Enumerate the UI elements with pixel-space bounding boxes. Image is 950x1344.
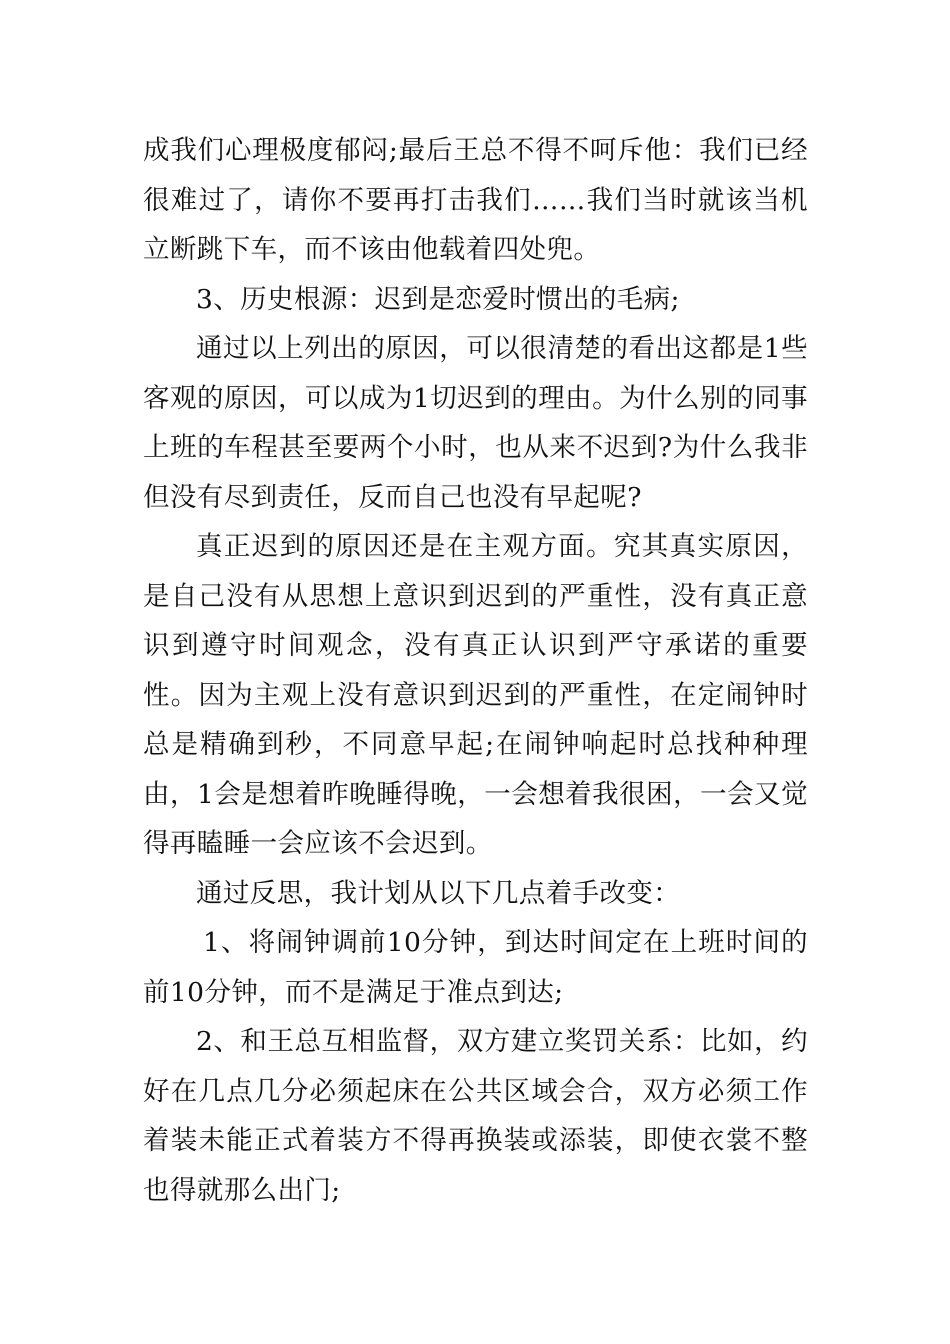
paragraph-plan-item-2: 2、和王总互相监督，双方建立奖罚关系：比如，约好在几点几分必须起床在公共区域会合，双方必须工作着装未能正式着装方不得再换装或添装，即使衣裳不整也得就那么出门; (143, 1026, 808, 1206)
paragraph-continuation: 成我们心理极度郁闷;最后王总不得不呵斥他：我们已经很难过了，请你不要再打击我们……我们当时就该当机立断跳下车，而不该由他载着四处兜。 (143, 135, 808, 265)
paragraph-plan-item-1: 1、将闹钟调前10分钟，到达时间定在上班时间的前10分钟，而不是满足于准点到达; (143, 927, 808, 1008)
paragraph-plan-intro: 通过反思，我计划从以下几点着手改变： (196, 877, 681, 909)
paragraph-objective-reasons: 通过以上列出的原因，可以很清楚的看出这都是1些客观的原因，可以成为1切迟到的理由。为什么别的同事上班的车程甚至要两个小时，也从来不迟到?为什么我非但没有尽到责任，反而自己也没有早起呢? (143, 333, 808, 513)
document-body (143, 126, 808, 1215)
paragraph-history-root: 3、历史根源：迟到是恋爱时惯出的毛病; (196, 283, 680, 315)
paragraph-subjective-reasons: 真正迟到的原因还是在主观方面。究其真实原因，是自己没有从思想上意识到迟到的严重性，没有真正意识到遵守时间观念，没有真正认识到严守承诺的重要性。因为主观上没有意识到迟到的严重性，在定闹钟时总是精确到秒，不同意早起;在闹钟响起时总找种种理由，1会是想着昨晚睡得晚，一会想着我很困，一会又觉得再瞌睡一会应该不会迟到。 (143, 531, 808, 859)
